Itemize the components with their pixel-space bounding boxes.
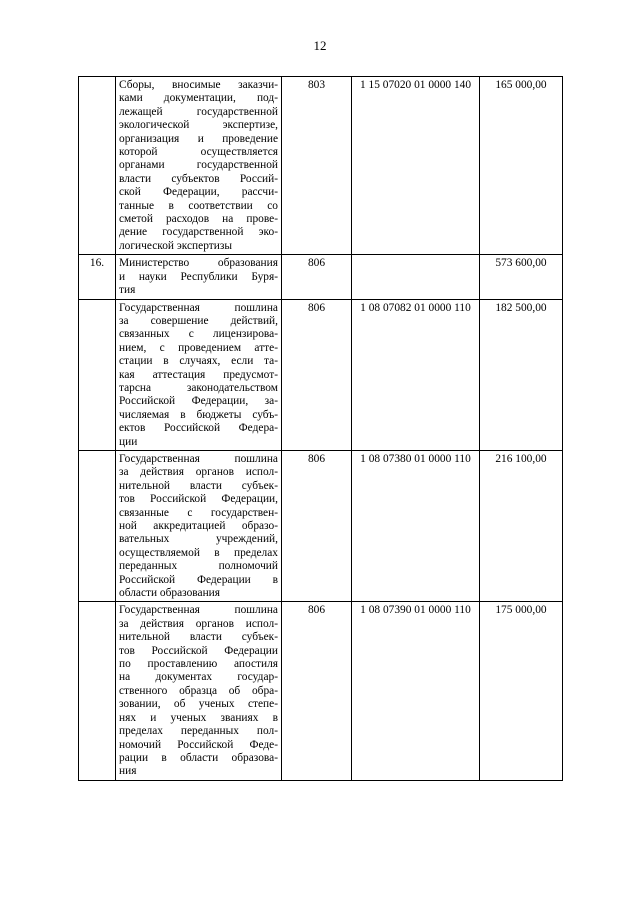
revenue-name-line: организация и проведение [119,132,278,145]
row-number-cell [79,450,116,601]
revenue-name-line: связанные с государствен- [119,506,278,519]
revenue-name-line: числяемая в бюджеты субъ- [119,408,278,421]
budget-classification-code-cell: 1 15 07020 01 0000 140 [352,77,480,255]
revenue-name-line: зовании, об ученых степе- [119,698,278,711]
amount-cell: 175 000,00 [480,602,563,780]
revenue-name-cell [116,602,282,780]
revenue-name-cell [116,255,282,299]
page-number: 12 [313,38,327,53]
revenue-name-line: Государственная пошлина [119,301,278,314]
revenue-name-line: танные в соответствии со [119,199,278,212]
table-row [79,602,563,780]
table-row [79,299,563,450]
table-row [79,255,563,299]
table-body [79,77,563,781]
administrator-code-cell: 806 [282,255,352,299]
amount-cell: 573 600,00 [480,255,563,299]
budget-classification-code-cell: 1 08 07380 01 0000 110 [352,450,480,601]
amount-cell: 182 500,00 [480,299,563,450]
budget-classification-code-cell [352,255,480,299]
revenue-name-line: вательных учреждений, [119,533,278,546]
revenue-name-line: лежащей государственной [119,105,278,118]
revenue-name-line: сметой расходов на прове- [119,213,278,226]
revenue-table [78,76,563,781]
administrator-code-cell: 803 [282,77,352,255]
revenue-name-line: тов Российской Федерации, [119,493,278,506]
revenue-name-line: Государственная пошлина [119,452,278,465]
revenue-name-line: логической экспертизы [119,239,232,252]
revenue-name-line: тов Российской Федерации [119,644,278,657]
administrator-code-cell: 806 [282,299,352,450]
revenue-name-line: за действия органов испол- [119,466,278,479]
revenue-name-line: связанных с лицензирова- [119,328,278,341]
revenue-name-line: нительной власти субъек- [119,479,278,492]
revenue-name-line: власти субъектов Россий- [119,172,278,185]
revenue-name-line: ции [119,435,138,448]
revenue-name-line: ектов Российской Федера- [119,422,278,435]
revenue-name-line: переданных полномочий [119,560,278,573]
table-row [79,77,563,255]
revenue-name-line: рации в области образова- [119,751,278,764]
budget-classification-code-cell: 1 08 07082 01 0000 110 [352,299,480,450]
revenue-name-line: и науки Республики Буря- [119,270,278,283]
revenue-name-line: пределах переданных пол- [119,725,278,738]
row-number-cell [79,77,116,255]
revenue-name-line: дение государственной эко- [119,226,278,239]
revenue-name-line: на документах государ- [119,671,278,684]
amount-cell: 216 100,00 [480,450,563,601]
revenue-name-cell [116,299,282,450]
revenue-name-line: Государственная пошлина [119,604,278,617]
administrator-code-cell: 806 [282,602,352,780]
revenue-name-cell [116,450,282,601]
revenue-name-line: Российской Федерации в [119,573,278,586]
revenue-name-line: ской Федерации, рассчи- [119,186,278,199]
administrator-code-cell: 806 [282,450,352,601]
revenue-name-line: нительной власти субъек- [119,631,278,644]
revenue-name-line: за действия органов испол- [119,617,278,630]
row-number-cell: 16. [79,255,116,299]
revenue-name-line: за совершение действий, [119,314,278,327]
revenue-name-line: ной аккредитацией образо- [119,520,278,532]
revenue-name-line: по проставлению апостиля [119,658,278,671]
revenue-name-line: Министерство образования [119,257,278,270]
row-number-cell [79,602,116,780]
revenue-name-line: области образования [119,587,221,600]
revenue-name-line: органами государственной [119,159,278,172]
revenue-name-line: Сборы, вносимые заказчи- [119,79,278,91]
revenue-name-cell [116,77,282,255]
revenue-name-line: нях и ученых званиях в [119,711,278,724]
revenue-name-line: тия [119,284,136,297]
revenue-name-line: ственного образца об обра- [119,684,278,697]
budget-classification-code-cell: 1 08 07390 01 0000 110 [352,602,480,780]
revenue-name-line: экологической экспертизе, [119,119,278,132]
amount-cell: 165 000,00 [480,77,563,255]
table-row [79,450,563,601]
revenue-name-line: осуществляемой в пределах [119,546,278,559]
revenue-name-line: номочий Российской Феде- [119,738,278,751]
row-number-cell [79,299,116,450]
revenue-name-line: кая аттестация предусмот- [119,368,278,381]
revenue-name-line: стации в случаях, если та- [119,355,278,368]
revenue-name-line: нием, с проведением атте- [119,341,278,354]
revenue-name-line: которой осуществляется [119,146,278,159]
revenue-name-line: ния [119,765,137,778]
revenue-name-line: тарсна законодательством [119,381,278,394]
revenue-name-line: Российской Федерации, за- [119,395,278,408]
revenue-name-line: ками документации, под- [119,92,278,105]
